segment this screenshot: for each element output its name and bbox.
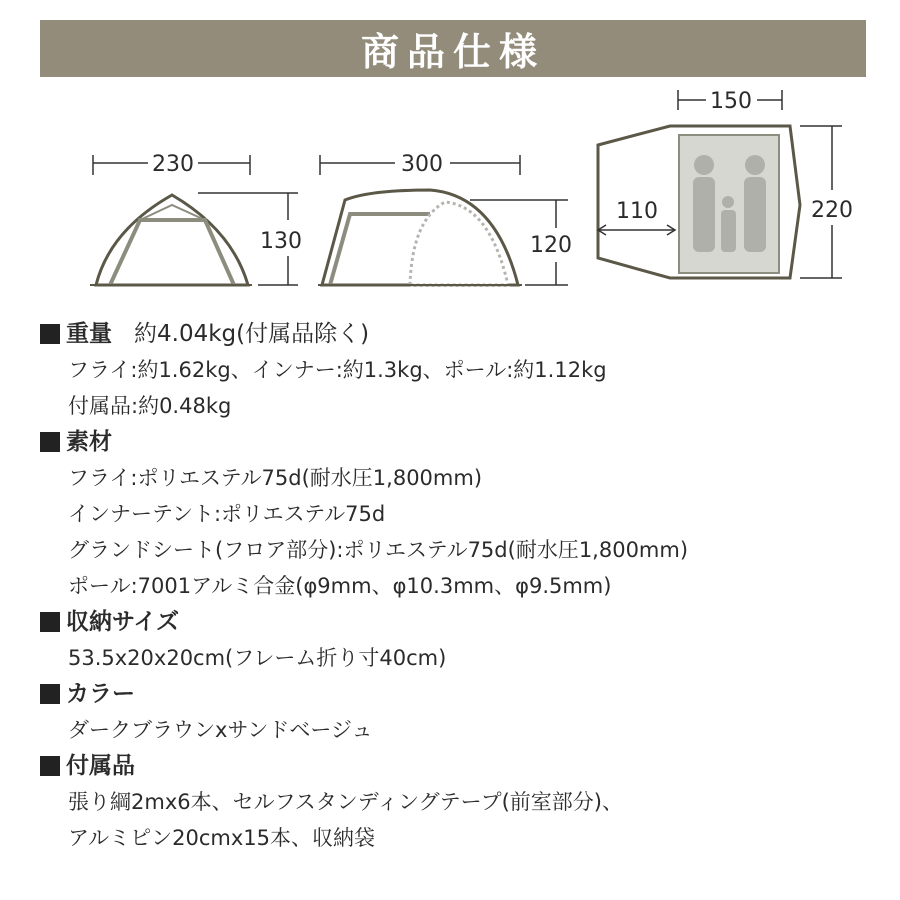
spec-accessories — [40, 748, 880, 856]
spec-list — [40, 316, 880, 856]
square-bullet-icon — [40, 324, 60, 344]
spec-line: 53.5x20x20cm(フレーム折り寸40cm) — [68, 646, 447, 670]
spec-line: ポール:7001アルミ合金(φ9mm、φ10.3mm、φ9.5mm) — [68, 574, 612, 598]
spec-heading — [40, 676, 880, 712]
top-length-label: 220 — [811, 198, 853, 223]
spec-line: 付属品:約0.48kg — [68, 394, 232, 418]
front-view — [90, 152, 302, 285]
spec-color — [40, 676, 880, 748]
spec-line: フライ:ポリエステル75d(耐水圧1,800mm) — [68, 466, 483, 490]
top-width-label: 150 — [710, 89, 752, 114]
spec-packed-size — [40, 604, 880, 676]
front-height-label: 130 — [260, 229, 302, 254]
side-length-label: 300 — [401, 152, 443, 177]
side-view — [318, 152, 572, 285]
square-bullet-icon — [40, 756, 60, 776]
side-height-label: 120 — [530, 233, 572, 258]
front-width-label: 230 — [152, 152, 194, 177]
spec-line: グランドシート(フロア部分):ポリエステル75d(耐水圧1,800mm) — [68, 538, 689, 562]
spec-heading-label: 収納サイズ — [66, 609, 180, 635]
top-view — [598, 89, 853, 278]
square-bullet-icon — [40, 684, 60, 704]
spec-heading — [40, 316, 880, 352]
square-bullet-icon — [40, 612, 60, 632]
spec-heading — [40, 604, 880, 640]
spec-line: 張り綱2mx6本、セルフスタンディングテープ(前室部分)、 — [68, 790, 623, 814]
spec-heading — [40, 748, 880, 784]
spec-line: インナーテント:ポリエステル75d — [68, 502, 386, 526]
spec-line: フライ:約1.62kg、インナー:約1.3kg、ポール:約1.12kg — [68, 358, 607, 382]
spec-material — [40, 424, 880, 604]
page-title: 商品仕様 — [360, 30, 545, 74]
title-banner — [40, 20, 866, 77]
spec-line: ダークブラウンxサンドベージュ — [68, 718, 373, 742]
spec-weight — [40, 316, 880, 424]
spec-line: アルミピン20cmx15本、収納袋 — [68, 826, 376, 850]
top-vestibule-label: 110 — [616, 199, 658, 224]
spec-heading-label: カラー — [66, 681, 135, 707]
spec-heading-label: 重量 — [66, 321, 112, 347]
spec-heading-value: 約4.04kg(付属品除く) — [134, 321, 370, 347]
dimension-drawing — [0, 80, 900, 300]
square-bullet-icon — [40, 432, 60, 452]
spec-heading-label: 素材 — [66, 429, 112, 455]
front-tent-shape — [96, 195, 248, 285]
spec-heading-label: 付属品 — [66, 753, 135, 779]
spec-heading — [40, 424, 880, 460]
tent-dimension-diagrams — [0, 80, 900, 300]
